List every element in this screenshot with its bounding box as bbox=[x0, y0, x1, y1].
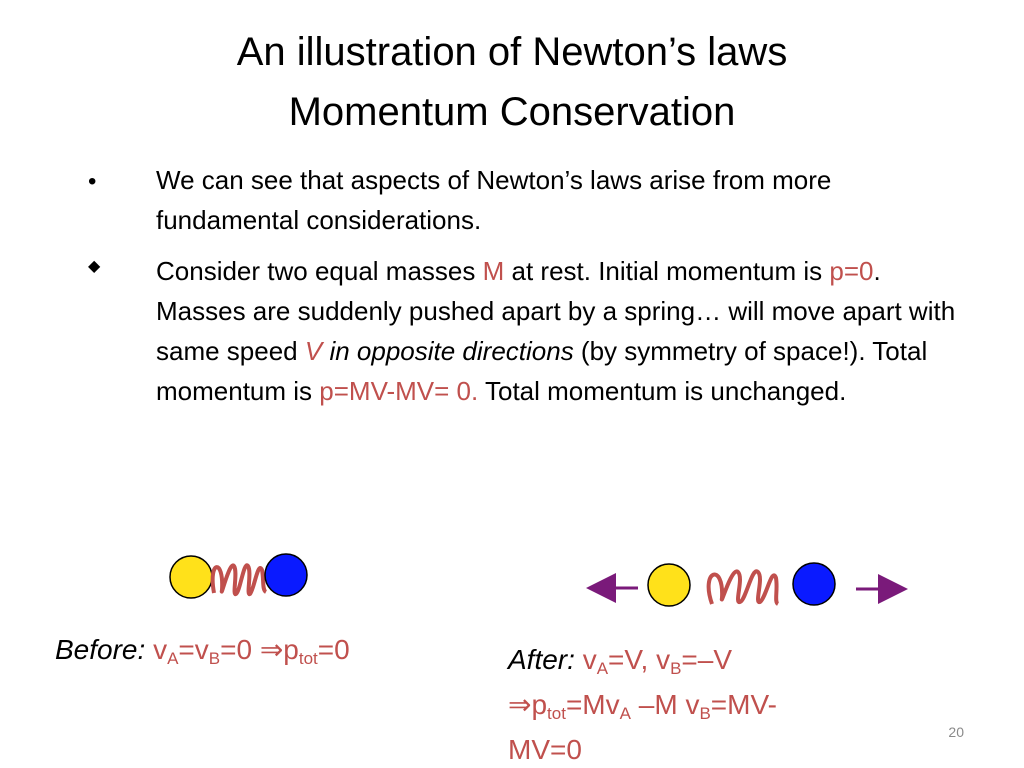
eq-part: =MV- bbox=[710, 689, 777, 720]
bullet-2-part2: at rest. Initial momentum is bbox=[504, 256, 830, 286]
eq-part: =V, v bbox=[608, 644, 671, 675]
eq-part: –M v bbox=[630, 689, 700, 720]
sub-a: A bbox=[596, 659, 609, 678]
mass-b-before bbox=[265, 554, 307, 596]
bullet-diamond-icon: ◆ bbox=[88, 258, 101, 275]
bullet-1-text: We can see that aspects of Newton’s laws arise from more fundamental considerations. bbox=[156, 165, 832, 235]
sub-b: B bbox=[670, 659, 682, 678]
implies-icon: ⇒ bbox=[259, 634, 284, 665]
bullet-dot-icon: • bbox=[88, 168, 97, 195]
sub-b: B bbox=[699, 704, 711, 723]
before-caption bbox=[55, 632, 350, 677]
after-caption bbox=[508, 642, 868, 768]
sub-tot: tot bbox=[547, 704, 566, 723]
spring-extended-icon bbox=[709, 571, 778, 604]
v-symbol: v bbox=[153, 634, 168, 665]
slide-title-line1: An illustration of Newton’s laws bbox=[236, 30, 788, 74]
bullet-2-part1: Consider two equal masses bbox=[156, 256, 483, 286]
after-label: After: bbox=[508, 644, 575, 675]
p-symbol: p bbox=[531, 689, 548, 720]
mass-a-after bbox=[648, 564, 690, 606]
bullet-2-part5: Total momentum is unchanged. bbox=[478, 376, 847, 406]
sub-a: A bbox=[167, 649, 179, 668]
slide-title-line2: Momentum Conservation bbox=[288, 90, 736, 134]
page-number: 20 bbox=[948, 724, 964, 740]
sub-b: B bbox=[208, 649, 221, 668]
eq-part: MV=0 bbox=[508, 734, 582, 765]
bullet-2-part4: (by symmetry of space!). Total momentum is bbox=[156, 336, 928, 406]
eq-part: =–V bbox=[681, 644, 733, 675]
mass-b-after bbox=[793, 563, 835, 605]
eq-part: =Mv bbox=[565, 689, 620, 720]
spring-compressed-icon bbox=[213, 565, 266, 594]
speed-symbol: V bbox=[304, 336, 323, 366]
before-label: Before: bbox=[55, 634, 146, 665]
eq-part: =0 bbox=[317, 634, 350, 665]
sub-a: A bbox=[619, 704, 631, 723]
v-symbol: v bbox=[574, 644, 597, 675]
sub-tot: tot bbox=[298, 649, 318, 668]
opposite-directions-text: in opposite directions bbox=[322, 336, 574, 366]
mass-symbol: M bbox=[482, 256, 505, 286]
mass-a-before bbox=[170, 556, 212, 598]
p-symbol: p bbox=[283, 634, 299, 665]
initial-momentum-value: p=0 bbox=[829, 256, 874, 286]
implies-icon: ⇒ bbox=[508, 689, 532, 720]
eq-part: =0 bbox=[220, 634, 260, 665]
bullet-2-part3: . Masses are suddenly pushed apart by a spring… will move apart with same speed bbox=[156, 256, 956, 366]
before-equation bbox=[145, 634, 350, 668]
eq-part: =v bbox=[178, 634, 209, 665]
total-momentum-equation: p=MV-MV= 0. bbox=[319, 376, 479, 406]
